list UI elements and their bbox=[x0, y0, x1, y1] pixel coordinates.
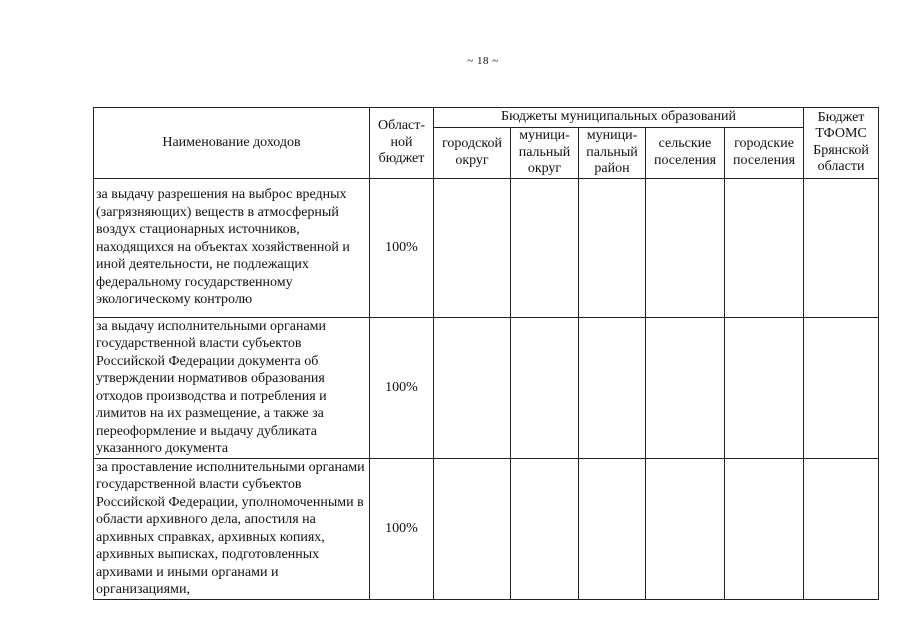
table-row bbox=[94, 178, 879, 317]
header-regional-budget bbox=[370, 108, 434, 179]
header-urban-settlements: городские поселения bbox=[725, 128, 804, 179]
empty-cell bbox=[511, 178, 579, 317]
empty-cell bbox=[725, 317, 804, 458]
empty-cell bbox=[511, 317, 579, 458]
header-revenue-name: Наименование доходов bbox=[94, 108, 370, 179]
empty-cell bbox=[434, 458, 511, 599]
regional-share-cell: 100% bbox=[370, 178, 434, 317]
header-municipal-district: муници- пальный округ bbox=[511, 128, 579, 179]
page-number: ~ 18 ~ bbox=[467, 55, 499, 67]
header-municipal-budgets: Бюджеты муниципальных образований bbox=[434, 108, 804, 128]
revenue-distribution-table bbox=[93, 107, 879, 600]
header-rural-settlements: сельские поселения bbox=[646, 128, 725, 179]
empty-cell bbox=[725, 178, 804, 317]
empty-cell bbox=[725, 458, 804, 599]
table-row bbox=[94, 317, 879, 458]
empty-cell bbox=[646, 178, 725, 317]
empty-cell bbox=[804, 178, 879, 317]
table-row bbox=[94, 458, 879, 599]
empty-cell bbox=[579, 458, 646, 599]
regional-share-cell: 100% bbox=[370, 458, 434, 599]
empty-cell bbox=[804, 458, 879, 599]
empty-cell bbox=[434, 317, 511, 458]
empty-cell bbox=[511, 458, 579, 599]
revenue-name-cell: за выдачу разрешения на выброс вредных (загрязняющих) веществ в атмосферный воздух стационарных источников, находящихся на объектах хозяйственной и иной деятельности, не подлежащих федеральному государственному экологическому контролю bbox=[94, 178, 370, 317]
regional-share-cell: 100% bbox=[370, 317, 434, 458]
header-tfoms-budget: Бюджет ТФОМС Брянской области bbox=[804, 108, 879, 179]
empty-cell bbox=[434, 178, 511, 317]
empty-cell bbox=[579, 178, 646, 317]
empty-cell bbox=[646, 317, 725, 458]
header-regional-budget-label: Област- ной бюджет bbox=[377, 118, 426, 166]
empty-cell bbox=[579, 317, 646, 458]
revenue-name-cell: за выдачу исполнительными органами государственной власти субъектов Российской Федерации документа об утверждении нормативов образования отходов производства и потребления и лимитов на их размещение, а также за переоформление и выдачу дубликата указанного документа bbox=[94, 317, 370, 458]
revenue-name-cell: за проставление исполнительными органами государственной власти субъектов Российской Федерации, уполномоченными в области архивного дела, апостиля на архивных справках, архивных копиях, архивных выписках, подготовленных архивами и иными органами и организациями, bbox=[94, 458, 370, 599]
header-municipal-area: муници- пальный район bbox=[579, 128, 646, 179]
header-city-district: городской округ bbox=[434, 128, 511, 179]
empty-cell bbox=[804, 317, 879, 458]
empty-cell bbox=[646, 458, 725, 599]
